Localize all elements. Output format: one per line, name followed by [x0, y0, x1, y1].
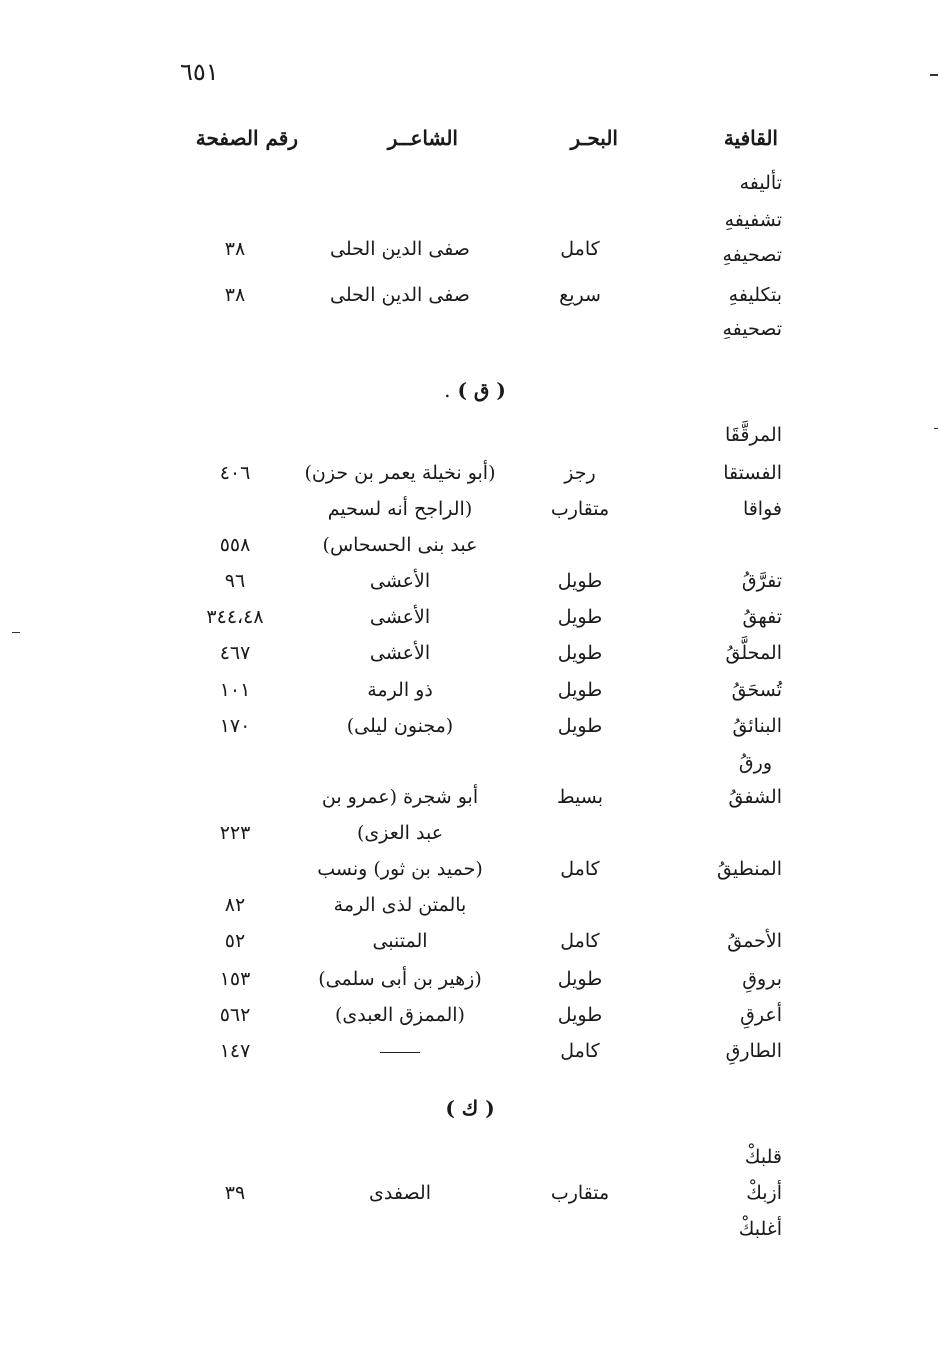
section-label: ( ك ) [445, 1096, 495, 1120]
meter-cell: متقارب [550, 498, 610, 520]
table-row [0, 642, 940, 676]
table-row [0, 822, 940, 856]
meter-cell: كامل [560, 1040, 600, 1062]
meter-cell: طويل [557, 715, 603, 737]
meter-cell: كامل [560, 238, 600, 260]
poet-cell: أبو شجرة (عمرو بن [321, 786, 479, 808]
table-row [0, 930, 940, 964]
page-cell: ٩٦ [224, 570, 246, 592]
page-number: ٦٥١ [180, 58, 219, 86]
poet-cell: عبد العزى) [356, 822, 444, 844]
rhyme-cell: البنائقُ [732, 715, 782, 737]
section-heading-kaf [0, 1096, 940, 1120]
section-heading-qaf [0, 378, 940, 402]
section-dot: . [444, 378, 451, 402]
rhyme-cell: تُسحَقُ [731, 679, 782, 701]
rhyme-cell: تفرَّقُ [741, 570, 782, 592]
poet-cell: (الممزق العبدى) [335, 1004, 465, 1026]
poet-cell: ذو الرمة [367, 679, 433, 701]
page-cell: ٣٨ [224, 238, 246, 260]
meter-cell: بسيط [556, 786, 603, 808]
poet-cell: (مجنون ليلى) [346, 715, 454, 737]
poet-cell: عبد بنى الحسحاس) [322, 534, 478, 556]
header-poet: الشاعــر [387, 126, 458, 150]
rhyme-cell: تصحيفهِ [722, 244, 782, 266]
rhyme-cell: أزبكْ [746, 1182, 782, 1204]
poet-dash [300, 1040, 500, 1062]
page-cell: ١٠١ [219, 679, 251, 701]
poet-cell: (الراجح أنه لسحيم [327, 498, 473, 520]
page-cell: ٣٩ [224, 1182, 246, 1204]
poet-cell: الأعشى [369, 570, 431, 592]
table-row [0, 238, 940, 272]
table-row [0, 968, 940, 1002]
poet-cell: صفى الدين الحلى [330, 284, 470, 306]
page-cell: ٢٢٣ [219, 822, 251, 844]
table-row [0, 1004, 940, 1038]
meter-cell: رجز [564, 462, 596, 484]
table-row [0, 318, 940, 352]
rhyme-cell: المرقَّقَا [724, 424, 782, 446]
rhyme-cell: أغلبكْ [738, 1218, 782, 1240]
meter-cell: متقارب [550, 1182, 610, 1204]
table-row [0, 786, 940, 820]
rhyme-cell: المحلَّقُ [725, 642, 782, 664]
meter-cell: كامل [560, 930, 600, 952]
rhyme-cell: الشفقُ [728, 786, 782, 808]
poet-cell: (زهير بن أبى سلمى) [318, 968, 482, 990]
section-label: ( ق ) [457, 378, 506, 402]
poet-cell: المتنبى [372, 930, 428, 952]
poet-cell: بالمتن لذى الرمة [333, 894, 467, 916]
rhyme-cell: الفستقا [723, 462, 782, 484]
table-row [0, 606, 940, 640]
table-row [0, 752, 940, 786]
table-row [0, 894, 940, 928]
table-row [0, 858, 940, 892]
rhyme-cell: الطارقِ [725, 1040, 782, 1062]
column-headers [0, 126, 940, 156]
page-cell: ٥٥٨ [219, 534, 251, 556]
meter-cell: طويل [557, 679, 603, 701]
table-row [0, 1218, 940, 1252]
margin-mark [930, 74, 938, 76]
table-row [0, 570, 940, 604]
table-row [0, 679, 940, 713]
table-row [0, 1146, 940, 1180]
page-cell: ٣٨ [224, 284, 246, 306]
rhyme-cell: قلبكْ [744, 1146, 782, 1168]
meter-cell: سريع [559, 284, 601, 306]
page-cell: ٨٢ [224, 894, 246, 916]
poet-cell: (حميد بن ثور) ونسب [317, 858, 483, 880]
page-cell: ٤٠٦ [219, 462, 251, 484]
meter-cell: طويل [557, 570, 603, 592]
rhyme-cell: أعرقِ [740, 1004, 782, 1026]
header-page: رقم الصفحة [195, 126, 298, 150]
meter-cell: طويل [557, 1004, 603, 1026]
table-row [0, 1040, 940, 1074]
table-row [0, 498, 940, 532]
rhyme-cell: تفهقُ [742, 606, 782, 628]
page-cell: ١٤٧ [219, 1040, 251, 1062]
rhyme-cell: تصحيفهِ [722, 318, 782, 340]
poet-cell: الأعشى [369, 642, 431, 664]
rhyme-cell: ورقُ [738, 752, 772, 774]
dash-line [380, 1052, 420, 1053]
table-row [0, 172, 940, 206]
rhyme-cell: الأحمقُ [727, 930, 782, 952]
meter-cell: طويل [557, 606, 603, 628]
table-row [0, 424, 940, 458]
table-row [0, 462, 940, 496]
poet-cell: (أبو نخيلة يعمر بن حزن) [304, 462, 496, 484]
page-cell: ٤٦٧ [219, 642, 251, 664]
rhyme-cell: تأليفه [739, 172, 782, 194]
page-cell: ٥٢ [224, 930, 246, 952]
table-row [0, 284, 940, 318]
page-cell: ١٧٠ [219, 715, 251, 737]
poet-cell: الأعشى [369, 606, 431, 628]
header-meter: البحـر [570, 126, 618, 150]
header-rhyme: القافية [723, 126, 778, 150]
page-cell: ١٥٣ [219, 968, 251, 990]
table-row [0, 1182, 940, 1216]
rhyme-cell: بتكليفهِ [728, 284, 782, 306]
page-cell: ٣٤٤،٤٨ [206, 606, 264, 628]
table-row [0, 715, 940, 749]
meter-cell: طويل [557, 642, 603, 664]
poet-cell: الصفدى [368, 1182, 431, 1204]
meter-cell: طويل [557, 968, 603, 990]
poet-cell: صفى الدين الحلى [330, 238, 470, 260]
rhyme-cell: تشفيفهِ [724, 209, 782, 231]
rhyme-cell: بروقِ [742, 968, 782, 990]
table-row [0, 534, 940, 568]
rhyme-cell: فواقا [742, 498, 782, 520]
rhyme-cell: المنطيقُ [717, 858, 782, 880]
page-cell: ٥٦٢ [219, 1004, 251, 1026]
meter-cell: كامل [560, 858, 600, 880]
